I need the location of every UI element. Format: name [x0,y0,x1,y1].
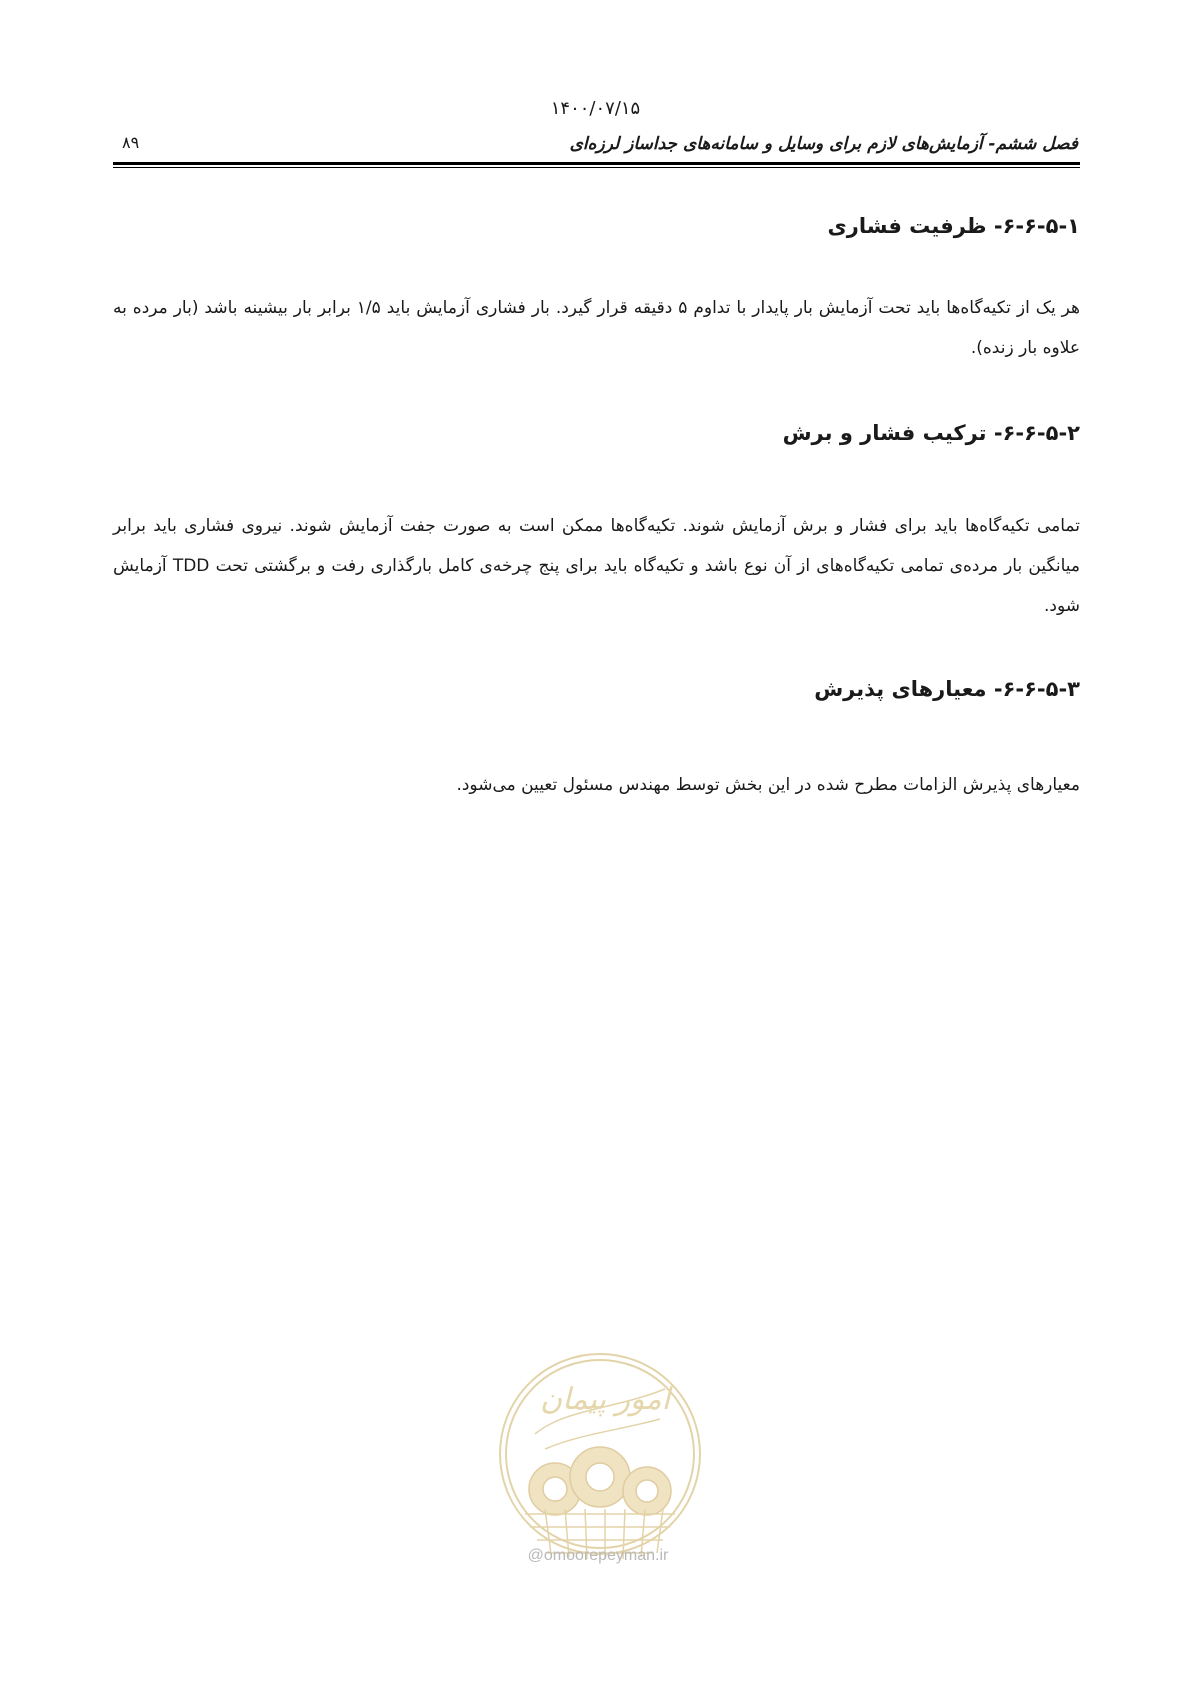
page-number: ۸۹ [122,133,140,152]
running-header-title: فصل ششم- آزمایش‌های لازم برای وسایل و سامانه‌های جداساز لرزه‌ای [569,134,1078,154]
document-date: ۱۴۰۰/۰۷/۱۵ [550,98,641,119]
section-body-compressive-capacity: هر یک از تکیه‌گاه‌ها باید تحت آزمایش بار پایدار با تداوم ۵ دقیقه قرار گیرد. بار فشاری آزمایش باید ۱/۵ برابر بار بیشینه باشد (بار مرده به علاوه بار زنده). [113,298,1080,358]
section-heading-compression-shear: ۶-۶-۵-۲- ترکیب فشار و برش [782,421,1080,445]
header-rule-thick [113,162,1080,165]
section-body-compression-shear: تمامی تکیه‌گاه‌ها باید برای فشار و برش آزمایش شوند. تکیه‌گاه‌ها ممکن است به صورت جفت آزمایش شوند. نیروی فشاری باید برابر میانگین بار مرده‌ی تمامی تکیه‌گاه‌های از آن نوع باشد و تکیه‌گاه باید برای پنج چرخه‌ی کامل بارگذاری رفت و برگشتی تحت TDD آزمایش شود. [113,516,1080,616]
header-rule-thin [113,167,1080,168]
section-body-acceptance-criteria: معیارهای پذیرش الزامات مطرح شده در این بخش توسط مهندس مسئول تعیین می‌شود. [456,775,1080,795]
section-heading-acceptance-criteria: ۶-۶-۵-۳- معیارهای پذیرش [814,677,1080,701]
section-heading-compressive-capacity: ۶-۶-۵-۱- ظرفیت فشاری [827,214,1080,238]
watermark-caption: @omoorepeyman.ir [527,1547,669,1564]
watermark-logo-text: امور پیمان [540,1382,670,1417]
